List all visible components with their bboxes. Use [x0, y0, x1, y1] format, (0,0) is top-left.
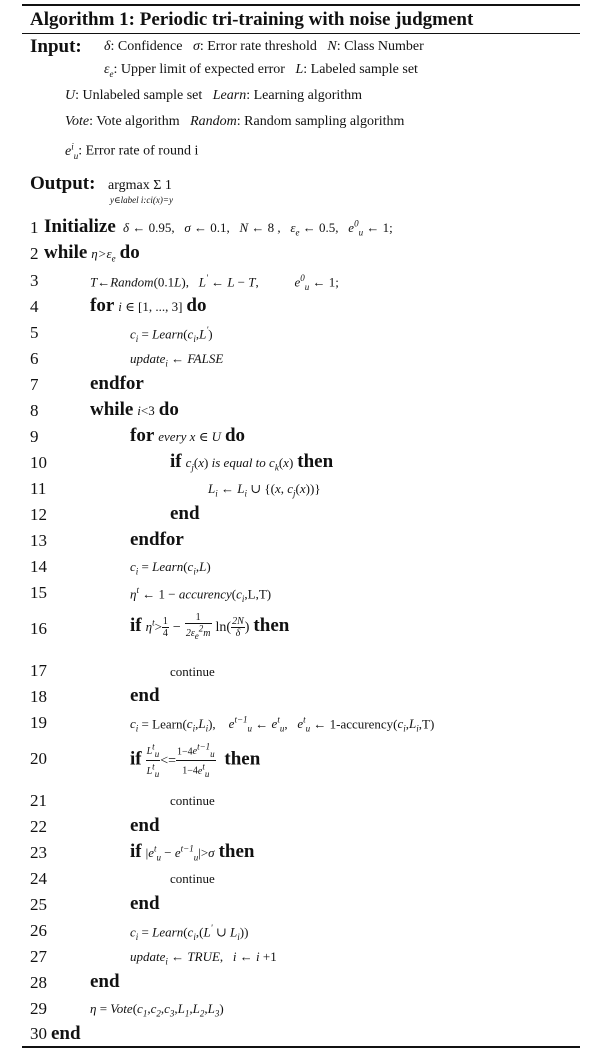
line-10-text: if $c_j(x)$ is equal to $c_k(x)$ then — [170, 451, 334, 473]
output-subscript: y∈label i:ci(x)=y — [110, 195, 173, 205]
line-number-19: 19 — [30, 713, 47, 732]
line-27-text: update$_i$ ← TRUE, i ← i +1 — [130, 949, 277, 967]
line-19-text: $c_i$ = $Learn(c_i,L_i)$, $e^{t-1}_u$ ← $e^t_u$, $e^t_u$ ← $1-accurency(c_i,L_i,T)$ — [130, 715, 435, 734]
line-11-text: $L_i$ ← $L_i$ ∪ {(x, $c_j(x)$)} — [208, 481, 321, 499]
line-number-6: 6 — [30, 349, 39, 368]
line-number-27: 27 — [30, 947, 47, 966]
line-18-text: end — [130, 685, 160, 706]
line-28-text: end — [90, 971, 120, 992]
line-number-12: 12 — [30, 505, 47, 524]
line-number-26: 26 — [30, 921, 47, 940]
bottom-rule — [22, 1046, 580, 1048]
input-line-2: $\varepsilon_e$: Upper limit of expected error L: Labeled sample set — [104, 62, 418, 79]
line-9-text: for every x ∈ U do — [130, 425, 246, 446]
line-number-5: 5 — [30, 323, 39, 342]
line-3-text: T←Random(0.1L), L' ← L − T, $e^0_u$ ← 1; — [90, 273, 339, 292]
line-number-2: 2 — [30, 244, 39, 263]
line-number-4: 4 — [30, 297, 39, 316]
line-13-text: endfor — [130, 529, 184, 550]
line-16-text: if $\eta^t>$ $\frac{1}{4}$ − $\frac{1}{2\varepsilon_e^2m}$ ln( $\frac{2N}{\delta}$ ) then — [130, 612, 290, 642]
line-24-text: continue — [170, 871, 215, 886]
line-number-7: 7 — [30, 375, 39, 394]
line-23-text: if $|e^t_u - e^{t-1}_u|>\sigma$ then — [130, 841, 255, 863]
line-number-14: 14 — [30, 557, 47, 576]
input-line-3: U: Unlabeled sample set Learn: Learning algorithm — [65, 88, 363, 103]
line-number-15: 15 — [30, 583, 47, 602]
line-1-text: Initialize δ ← 0.95, σ ← 0.1, N ← 8 , $\varepsilon_e$ ← 0.5, $e^0_u$ ← 1; — [44, 216, 393, 238]
title-rule — [22, 33, 580, 34]
line-number-16: 16 — [30, 619, 47, 638]
line-number-30: 30 — [30, 1024, 47, 1043]
line-26-text: $c_i$ = $Learn(c_i,(L'$ ∪ $L_i$)) — [130, 923, 249, 942]
line-number-18: 18 — [30, 687, 47, 706]
input-line-5: $e^i_u$: Error rate of round i — [65, 141, 199, 161]
line-number-28: 28 — [30, 973, 47, 992]
line-number-3: 3 — [30, 271, 39, 290]
line-number-22: 22 — [30, 817, 47, 836]
line-20-text: if $\frac{L^t_u}{L^t_u}$ <= $\frac{1-4e^{t-1}_u}{1-4e^t_u}$ then — [130, 742, 261, 779]
line-30-text — [30, 1023, 81, 1045]
line-number-9: 9 — [30, 427, 39, 446]
line-2-text: while $\eta>\varepsilon_e$ do — [44, 242, 140, 264]
line-22-text: end — [130, 815, 160, 836]
line-number-10: 10 — [30, 453, 47, 472]
line-number-11: 11 — [30, 479, 47, 498]
line-15-text: $\eta^t$ ← $1 - accurency(c_i,L,T)$ — [130, 585, 272, 604]
top-rule — [22, 4, 580, 6]
line-number-20: 20 — [30, 749, 47, 768]
line-number-8: 8 — [30, 401, 39, 420]
line-30-keyword: end — [51, 1023, 81, 1044]
line-number-23: 23 — [30, 843, 47, 862]
line-17-text: continue — [170, 664, 215, 679]
line-number-1: 1 — [30, 218, 39, 237]
input-line-1: δ: Confidence σ: Error rate threshold N: Class Number — [104, 39, 424, 54]
output-expression: argmax Σ 1 — [108, 178, 172, 193]
line-number-29: 29 — [30, 999, 47, 1018]
line-number-25: 25 — [30, 895, 47, 914]
line-29-text: $\eta = Vote(c_1,c_2,c_3,L_1,L_2,L_3)$ — [90, 1001, 224, 1019]
line-8-text: while i<3 do — [90, 399, 179, 420]
line-number-21: 21 — [30, 791, 47, 810]
algorithm-title: Algorithm 1: Periodic tri-training with noise judgment — [30, 9, 474, 30]
line-number-24: 24 — [30, 869, 47, 888]
output-label: Output: — [30, 173, 96, 194]
line-7-text: endfor — [90, 373, 144, 394]
line-14-text: $c_i$ = $Learn(c_i,L)$ — [130, 559, 211, 577]
line-number-13: 13 — [30, 531, 47, 550]
line-25-text: end — [130, 893, 160, 914]
input-label: Input: — [30, 36, 82, 57]
line-number-17: 17 — [30, 661, 47, 680]
line-21-text: continue — [170, 793, 215, 808]
input-line-4: Vote: Vote algorithm Random: Random sampling algorithm — [65, 114, 405, 129]
line-4-text: for i ∈ [1, ..., 3] do — [90, 295, 207, 316]
line-12-text: end — [170, 503, 200, 524]
line-6-text: update$_i$ ← FALSE — [130, 351, 224, 369]
line-5-text: $c_i$ = $Learn(c_i,L')$ — [130, 325, 213, 344]
